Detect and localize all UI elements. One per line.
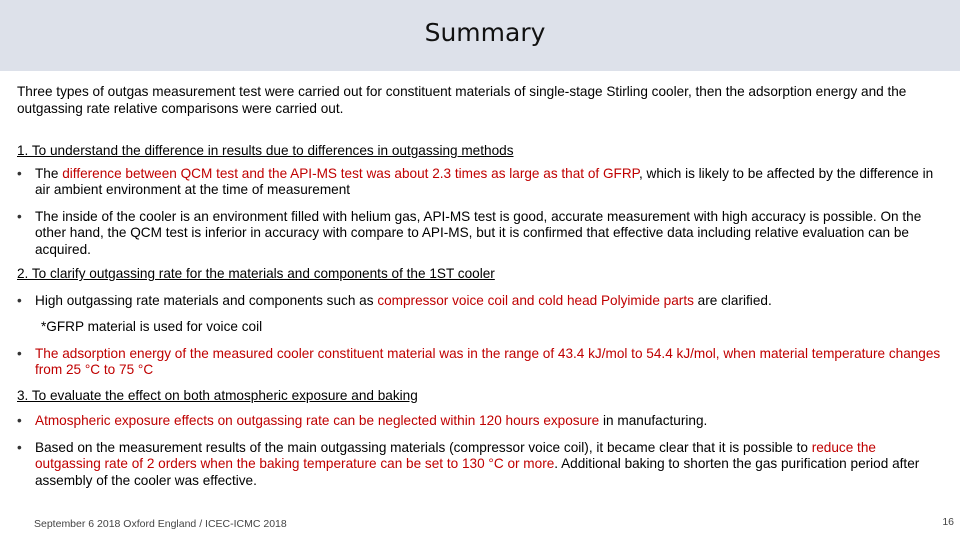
intro-paragraph: Three types of outgas measurement test were carried out for constituent materials of single-stage Stirling cooler, then the adsorption energy and the outgassing rate relative comparisons were carried out. (17, 84, 907, 116)
bullet-qcm-difference (17, 166, 945, 199)
bullet-adsorption-energy: • The adsorption energy of the measured cooler constituent material was in the range of 43.4 kJ/mol to 54.4 kJ/mol, when material temperature changes from 25 °C to 75 °C (17, 346, 945, 379)
bullet-text: The (35, 165, 63, 181)
highlighted-text: Atmospheric exposure effects on outgassing rate can be neglected within 120 hours exposure (35, 413, 600, 428)
bullet-helium-environment: • The inside of the cooler is an environment filled with helium gas, API-MS test is good, accurate measurement with high accuracy is possible. On the other hand, the QCM test is inferior in accuracy with compare to API-MS, but it is confirmed that effective data including relative evaluation can be acquired. (17, 209, 945, 259)
bullet-text: High outgassing rate materials and components such as (35, 292, 378, 308)
highlighted-text: reduce the outgassing rate of 2 orders when the baking temperature can be set to 130 °C or more (35, 439, 876, 471)
highlighted-text: difference between QCM test and the API-MS test was about 2.3 times as large as that of GFRP (62, 165, 639, 181)
highlighted-text: compressor voice coil and cold head Polyimide parts (377, 292, 694, 308)
bullet-high-outgassing (17, 293, 945, 310)
page-number: 16 (942, 516, 954, 528)
section-heading-2: 2. To clarify outgassing rate for the materials and components of the 1ST cooler (17, 266, 495, 281)
section-heading-3: 3. To evaluate the effect on both atmospheric exposure and baking (17, 387, 418, 403)
gfrp-note: *GFRP material is used for voice coil (41, 319, 263, 334)
bullet-text: in manufacturing. (599, 413, 708, 428)
slide-body (17, 84, 945, 489)
title-bar (0, 0, 960, 71)
slide-title: Summary (424, 18, 546, 47)
section-heading-1: 1. To understand the difference in results due to differences in outgassing methods (17, 143, 514, 158)
bullet-text: Based on the measurement results of the main outgassing materials (compressor voice coil), it became clear that it is possible to (35, 439, 812, 455)
bullet-atmospheric-exposure (17, 413, 945, 430)
footer-text: September 6 2018 Oxford England / ICEC-ICMC 2018 (34, 518, 287, 530)
bullet-text: . Additional baking to shorten the gas purification period after assembly of the cooler was effective. (35, 456, 920, 488)
bullet-text: , which is likely to be affected by the difference in air ambient environment at the time of measurement (35, 165, 934, 197)
bullet-baking (17, 440, 945, 490)
bullet-text: are clarified. (693, 292, 772, 308)
